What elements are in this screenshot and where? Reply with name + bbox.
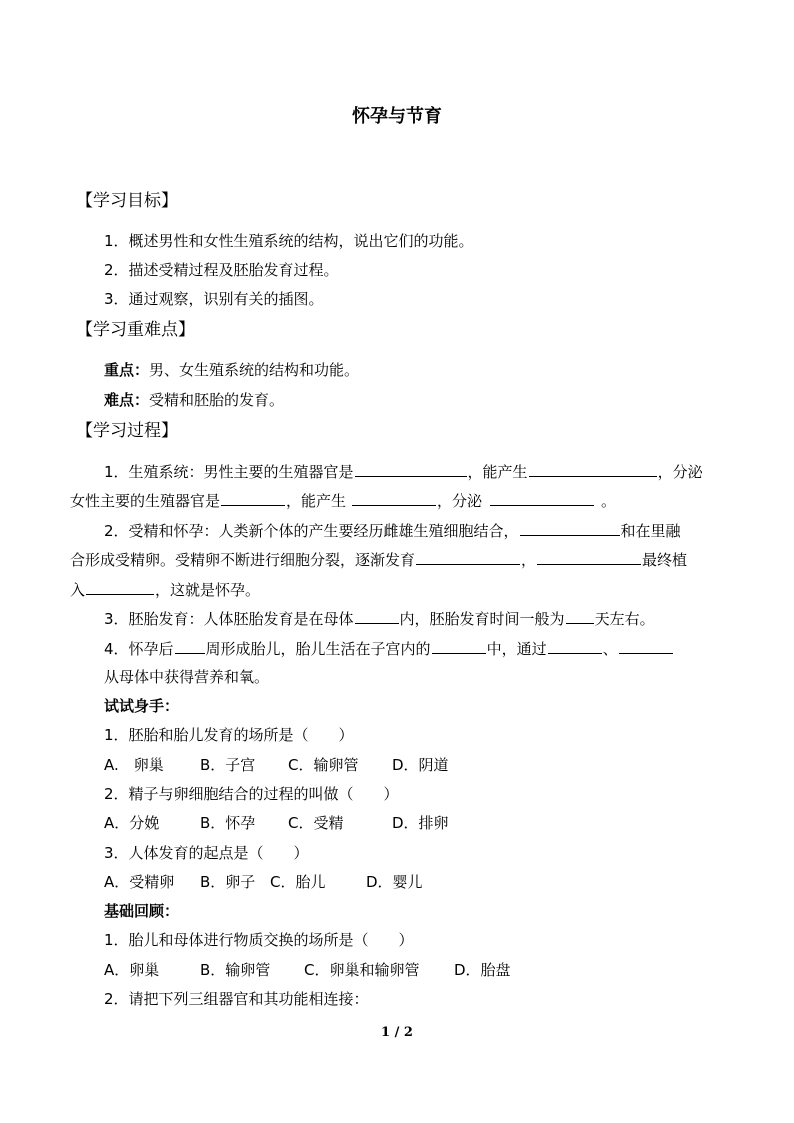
blank-line[interactable] — [416, 549, 520, 565]
question-text: ，分泌 — [437, 492, 483, 510]
blank-line[interactable] — [86, 579, 154, 595]
question-1-line-2 — [70, 490, 616, 511]
option[interactable]: C．胎儿 — [270, 873, 326, 891]
goal-item: 2．描述受精过程及胚胎发育过程。 — [104, 261, 339, 279]
section-heading-goals: 【学习目标】 — [76, 191, 178, 211]
question-text: 3．胚胎发育：人体胚胎发育是在母体 — [104, 610, 354, 628]
question-text: 内，胚胎发育时间一般为 — [399, 610, 565, 628]
question-1-line-1 — [104, 461, 703, 482]
difficult-point — [104, 390, 284, 410]
blank-line[interactable] — [548, 638, 602, 654]
page-number: 1 / 2 — [381, 1025, 413, 1040]
try-question-1: 1．胚胎和胎儿发育的场所是（ ） — [104, 726, 354, 744]
blank-line[interactable] — [619, 638, 673, 654]
question-2-line-2 — [70, 549, 687, 570]
section-heading-key: 【学习重难点】 — [76, 320, 195, 340]
option[interactable]: A．分娩 — [104, 814, 160, 832]
blank-line[interactable] — [529, 461, 657, 477]
question-text: ，能产生 — [286, 492, 347, 510]
blank-line[interactable] — [566, 608, 594, 624]
question-text: 天左右。 — [594, 610, 655, 628]
key-point-text: 男、女生殖系统的结构和功能。 — [149, 361, 360, 379]
try-question-1-options — [104, 755, 449, 775]
review-question-2: 2．请把下列三组器官和其功能相连接： — [104, 990, 369, 1008]
blank-line[interactable] — [352, 490, 436, 506]
page-title: 怀孕与节育 — [352, 106, 442, 127]
question-4-line-2: 从母体中获得营养和氧。 — [104, 668, 270, 686]
option[interactable]: B．输卵管 — [200, 961, 271, 979]
blank-line[interactable] — [520, 520, 620, 536]
question-text: 女性主要的生殖器官是 — [70, 492, 221, 510]
review-question-1-options — [104, 960, 511, 980]
option[interactable]: B．卵子 — [200, 873, 256, 891]
try-question-3-options — [104, 872, 423, 892]
question-text: 4．怀孕后 — [104, 640, 174, 658]
blank-line[interactable] — [432, 638, 486, 654]
question-text: 周形成胎儿，胎儿生活在子宫内的 — [205, 640, 431, 658]
goal-item: 1．概述男性和女性生殖系统的结构，说出它们的功能。 — [104, 232, 474, 250]
blank-line[interactable] — [355, 608, 399, 624]
try-question-2: 2．精子与卵细胞结合的过程的叫做（ ） — [104, 785, 399, 803]
blank-line[interactable] — [355, 461, 467, 477]
option[interactable]: A. 卵巢 — [104, 756, 164, 774]
question-text: 、 — [602, 640, 618, 658]
option[interactable]: A．受精卵 — [104, 873, 175, 891]
question-2-line-3 — [70, 579, 260, 600]
question-text: 1．生殖系统：男性主要的生殖器官是 — [104, 463, 354, 481]
option[interactable]: D．胎盘 — [454, 961, 511, 979]
blank-line[interactable] — [175, 638, 205, 654]
blank-line[interactable] — [221, 490, 285, 506]
question-text: 和在里融 — [620, 522, 681, 540]
option[interactable]: A．卵巢 — [104, 961, 160, 979]
option[interactable]: D．排卵 — [392, 814, 449, 832]
question-3 — [104, 608, 655, 629]
question-text: ，分泌 — [657, 463, 703, 481]
question-text: 最终植 — [642, 551, 688, 569]
option[interactable]: D．婴儿 — [366, 873, 423, 891]
option[interactable]: C．卵巢和输卵管 — [304, 961, 420, 979]
blank-line[interactable] — [537, 549, 641, 565]
question-text: 。 — [601, 492, 617, 510]
question-text: 中，通过 — [486, 640, 547, 658]
question-text: ， — [521, 551, 537, 569]
option[interactable]: B．子宫 — [200, 756, 256, 774]
try-question-2-options — [104, 813, 449, 833]
question-text: 2．受精和怀孕：人类新个体的产生要经历雌雄生殖细胞结合， — [104, 522, 519, 540]
question-text: 入 — [70, 581, 86, 599]
option[interactable]: C．输卵管 — [288, 756, 359, 774]
question-2-line-1 — [104, 520, 681, 541]
review-heading: 基础回顾： — [104, 902, 180, 920]
question-text: 合形成受精卵。受精卵不断进行细胞分裂，逐渐发育 — [70, 551, 416, 569]
goal-item: 3．通过观察，识别有关的插图。 — [104, 290, 324, 308]
question-4-line-1 — [104, 638, 674, 659]
review-question-1: 1．胎儿和母体进行物质交换的场所是（ ） — [104, 931, 414, 949]
difficult-point-label: 难点： — [104, 391, 150, 409]
option[interactable]: C．受精 — [288, 814, 344, 832]
try-question-3: 3．人体发育的起点是（ ） — [104, 844, 309, 862]
question-text: ，能产生 — [467, 463, 528, 481]
difficult-point-text: 受精和胚胎的发育。 — [149, 391, 285, 409]
question-text: ，这就是怀孕。 — [155, 581, 261, 599]
key-point-label: 重点： — [104, 361, 150, 379]
blank-line[interactable] — [490, 490, 594, 506]
section-heading-process: 【学习过程】 — [76, 421, 178, 441]
try-heading: 试试身手： — [104, 697, 180, 715]
option[interactable]: D．阴道 — [392, 756, 449, 774]
option[interactable]: B．怀孕 — [200, 814, 256, 832]
key-point — [104, 360, 359, 380]
